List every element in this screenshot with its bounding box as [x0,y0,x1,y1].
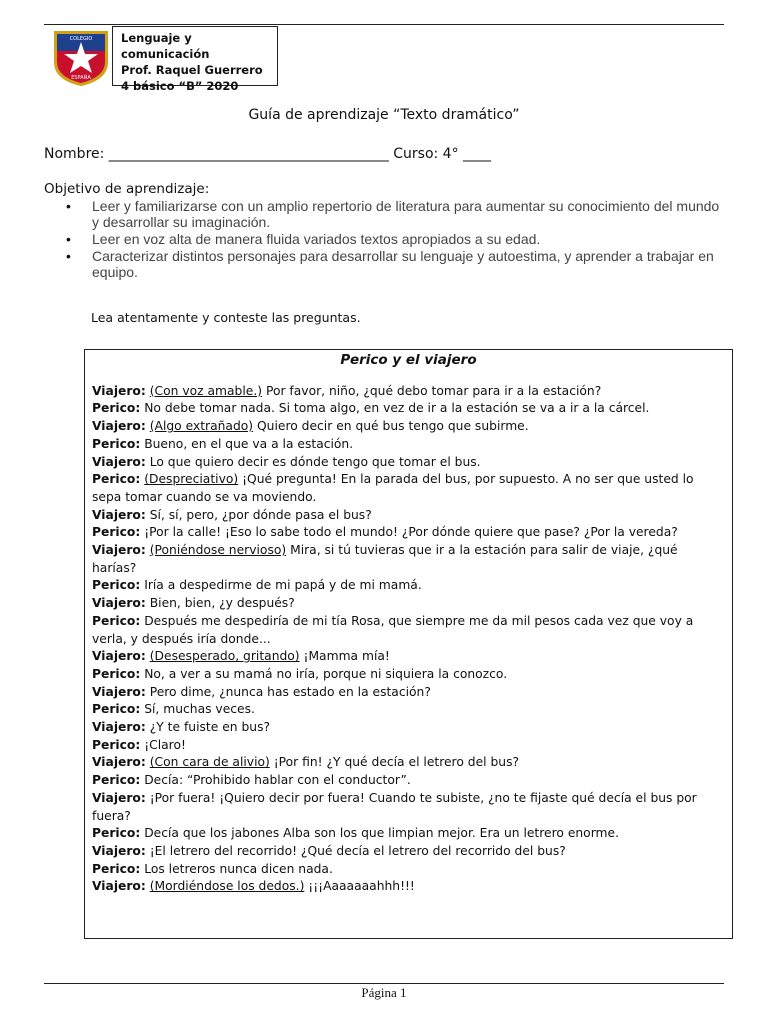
dialogue-line [92,383,725,401]
dialogue-line [92,542,725,577]
dialogue-text: ¡Qué pregunta! En la parada del bus, por supuesto. A no ser que usted lo sepa tomar cuando se va moviendo. [92,472,694,504]
dialogue-text: Por favor, niño, ¿qué debo tomar para ir a la estación? [262,383,602,398]
speaker-name: Viajero: [92,843,146,858]
dialogue-line [92,507,725,525]
dialogue-text: Pero dime, ¿nunca has estado en la estación? [145,684,431,699]
page-title: Guía de aprendizaje “Texto dramático” [248,107,520,123]
subject-text: Lenguaje y comunicación [121,31,210,61]
dialogue-text: Decía que los jabones Alba son los que limpian mejor. Era un letrero enorme. [140,826,619,841]
svg-text:ESPAÑA: ESPAÑA [71,75,91,81]
dialogue-line [92,737,725,755]
speaker-name: Perico: [92,826,141,841]
dialogue-text: Lo que quiero decir es dónde tengo que tomar el bus. [145,454,481,469]
dialogue-text: Bien, bien, ¿y después? [145,596,295,611]
dialogue-text: Mira, si tú tuvieras que ir a la estación para salir de viaje, ¿qué harías? [92,543,678,575]
dialogue-text: ¡Mamma mía! [299,649,390,664]
teacher-text: Prof. Raquel Guerrero [121,63,263,77]
dialogue-text: ¡¡¡Aaaaaaahhh!!! [304,879,415,894]
speaker-name: Viajero: [92,649,146,664]
dialogue-line [92,613,725,648]
speaker-name: Viajero: [92,720,146,735]
instruction-text: Lea atentamente y conteste las preguntas. [91,310,361,325]
dialogue-line [92,878,725,896]
dialogue-line [92,400,725,418]
stage-direction: (Mordiéndose los dedos.) [149,879,305,894]
dialogue-line [92,471,725,506]
speaker-name: Viajero: [92,543,146,558]
dialogue-line [92,701,725,719]
dialogue-text: Los letreros nunca dicen nada. [140,861,333,876]
svg-text:COLEGIO: COLEGIO [69,36,93,42]
stage-direction: (Algo extrañado) [149,419,254,434]
speaker-name: Perico: [92,702,141,717]
speaker-name: Perico: [92,666,141,681]
top-rule [44,24,724,25]
dialogue-line [92,595,725,613]
dialogue-line [92,772,725,790]
speaker-name: Perico: [92,773,141,788]
dialogue-box [84,349,733,939]
stage-direction: (Desesperado, gritando) [149,649,300,664]
stage-direction: (Con cara de alivio) [149,755,270,770]
dialogue-text: Sí, muchas veces. [140,702,255,717]
dialogue-line [92,666,725,684]
speaker-name: Viajero: [92,684,146,699]
speaker-name: Perico: [92,613,141,628]
dialogue-line [92,454,725,472]
dialogue-text: No debe tomar nada. Si toma algo, en vez de ir a la estación se va a ir a la cárcel. [140,401,650,416]
speaker-name: Viajero: [92,755,146,770]
objective-item: • Caracterizar distintos personajes para desarrollar su lenguaje y autoestima, y aprender a trabajar en equipo. [66,248,730,280]
dialogue-text: ¡Por fin! ¿Y qué decía el letrero del bus? [269,755,519,770]
dialogue-text: No, a ver a su mamá no iría, porque ni siquiera la conozco. [140,666,508,681]
speaker-name: Perico: [92,861,141,876]
dialogue-line [92,790,725,825]
dialogue-line [92,436,725,454]
objective-label: Objetivo de aprendizaje: [44,181,210,197]
dialogue-text: ¡Por la calle! ¡Eso lo sabe todo el mundo! ¿Por dónde quiere que pase? ¿Por la vereda? [140,525,678,540]
dialogue-line [92,684,725,702]
speaker-name: Viajero: [92,879,146,894]
speaker-name: Perico: [92,472,141,487]
page-number: Página 1 [361,985,407,1000]
stage-direction: (Poniéndose nervioso) [149,543,287,558]
objectives-list [66,198,730,281]
speaker-name: Perico: [92,578,141,593]
dialogue-line [92,754,725,772]
speaker-name: Viajero: [92,383,146,398]
speaker-name: Perico: [92,436,141,451]
speaker-name: Viajero: [92,596,146,611]
course-text: 4 básico “B” 2020 [121,79,239,93]
dialogue-title: Perico y el viajero [340,352,477,368]
dialogue-text: Decía: “Prohibido hablar con el conductor”. [140,773,411,788]
dialogue-line [92,648,725,666]
objective-item: • Leer en voz alta de manera fluida variados textos apropiados a su edad. [66,231,730,247]
objective-item: • Leer y familiarizarse con un amplio repertorio de literatura para aumentar su conocimiento del mundo y desarrollar su imaginación. [66,198,730,230]
dialogue-line [92,843,725,861]
dialogue-line [92,861,725,879]
speaker-name: Viajero: [92,419,146,434]
speaker-name: Viajero: [92,507,146,522]
stage-direction: (Con voz amable.) [149,383,263,398]
dialogue-text: ¿Y te fuiste en bus? [145,720,271,735]
dialogue-text: Después me despediría de mi tía Rosa, que siempre me da mil pesos cada vez que voy a verla, y después iría donde... [92,613,694,646]
dialogue-line [92,825,725,843]
dialogue-lines [92,383,725,896]
dialogue-text: Bueno, en el que va a la estación. [140,436,354,451]
dialogue-text: ¡Por fuera! ¡Quiero decir por fuera! Cuando te subiste, ¿no te fijaste qué decía el bus por fuera? [92,790,697,823]
speaker-name: Perico: [92,401,141,416]
name-course-line: Nombre: ________________________________________ Curso: 4° ____ [44,146,492,162]
dialogue-text: Sí, sí, pero, ¿por dónde pasa el bus? [145,507,372,522]
stage-direction: (Despreciativo) [144,472,239,487]
dialogue-line [92,418,725,436]
speaker-name: Perico: [92,525,141,540]
dialogue-line [92,577,725,595]
dialogue-line [92,719,725,737]
speaker-name: Viajero: [92,454,146,469]
header-info-box [112,26,278,93]
dialogue-text: ¡El letrero del recorrido! ¿Qué decía el letrero del recorrido del bus? [145,843,566,858]
dialogue-text: Iría a despedirme de mi papá y de mi mamá. [140,578,422,593]
speaker-name: Perico: [92,737,141,752]
speaker-name: Viajero: [92,790,146,805]
bottom-rule [44,983,724,984]
dialogue-text: Quiero decir en qué bus tengo que subirme. [253,419,529,434]
school-crest-logo [50,28,112,88]
dialogue-text: ¡Claro! [140,737,186,752]
dialogue-line [92,524,725,542]
